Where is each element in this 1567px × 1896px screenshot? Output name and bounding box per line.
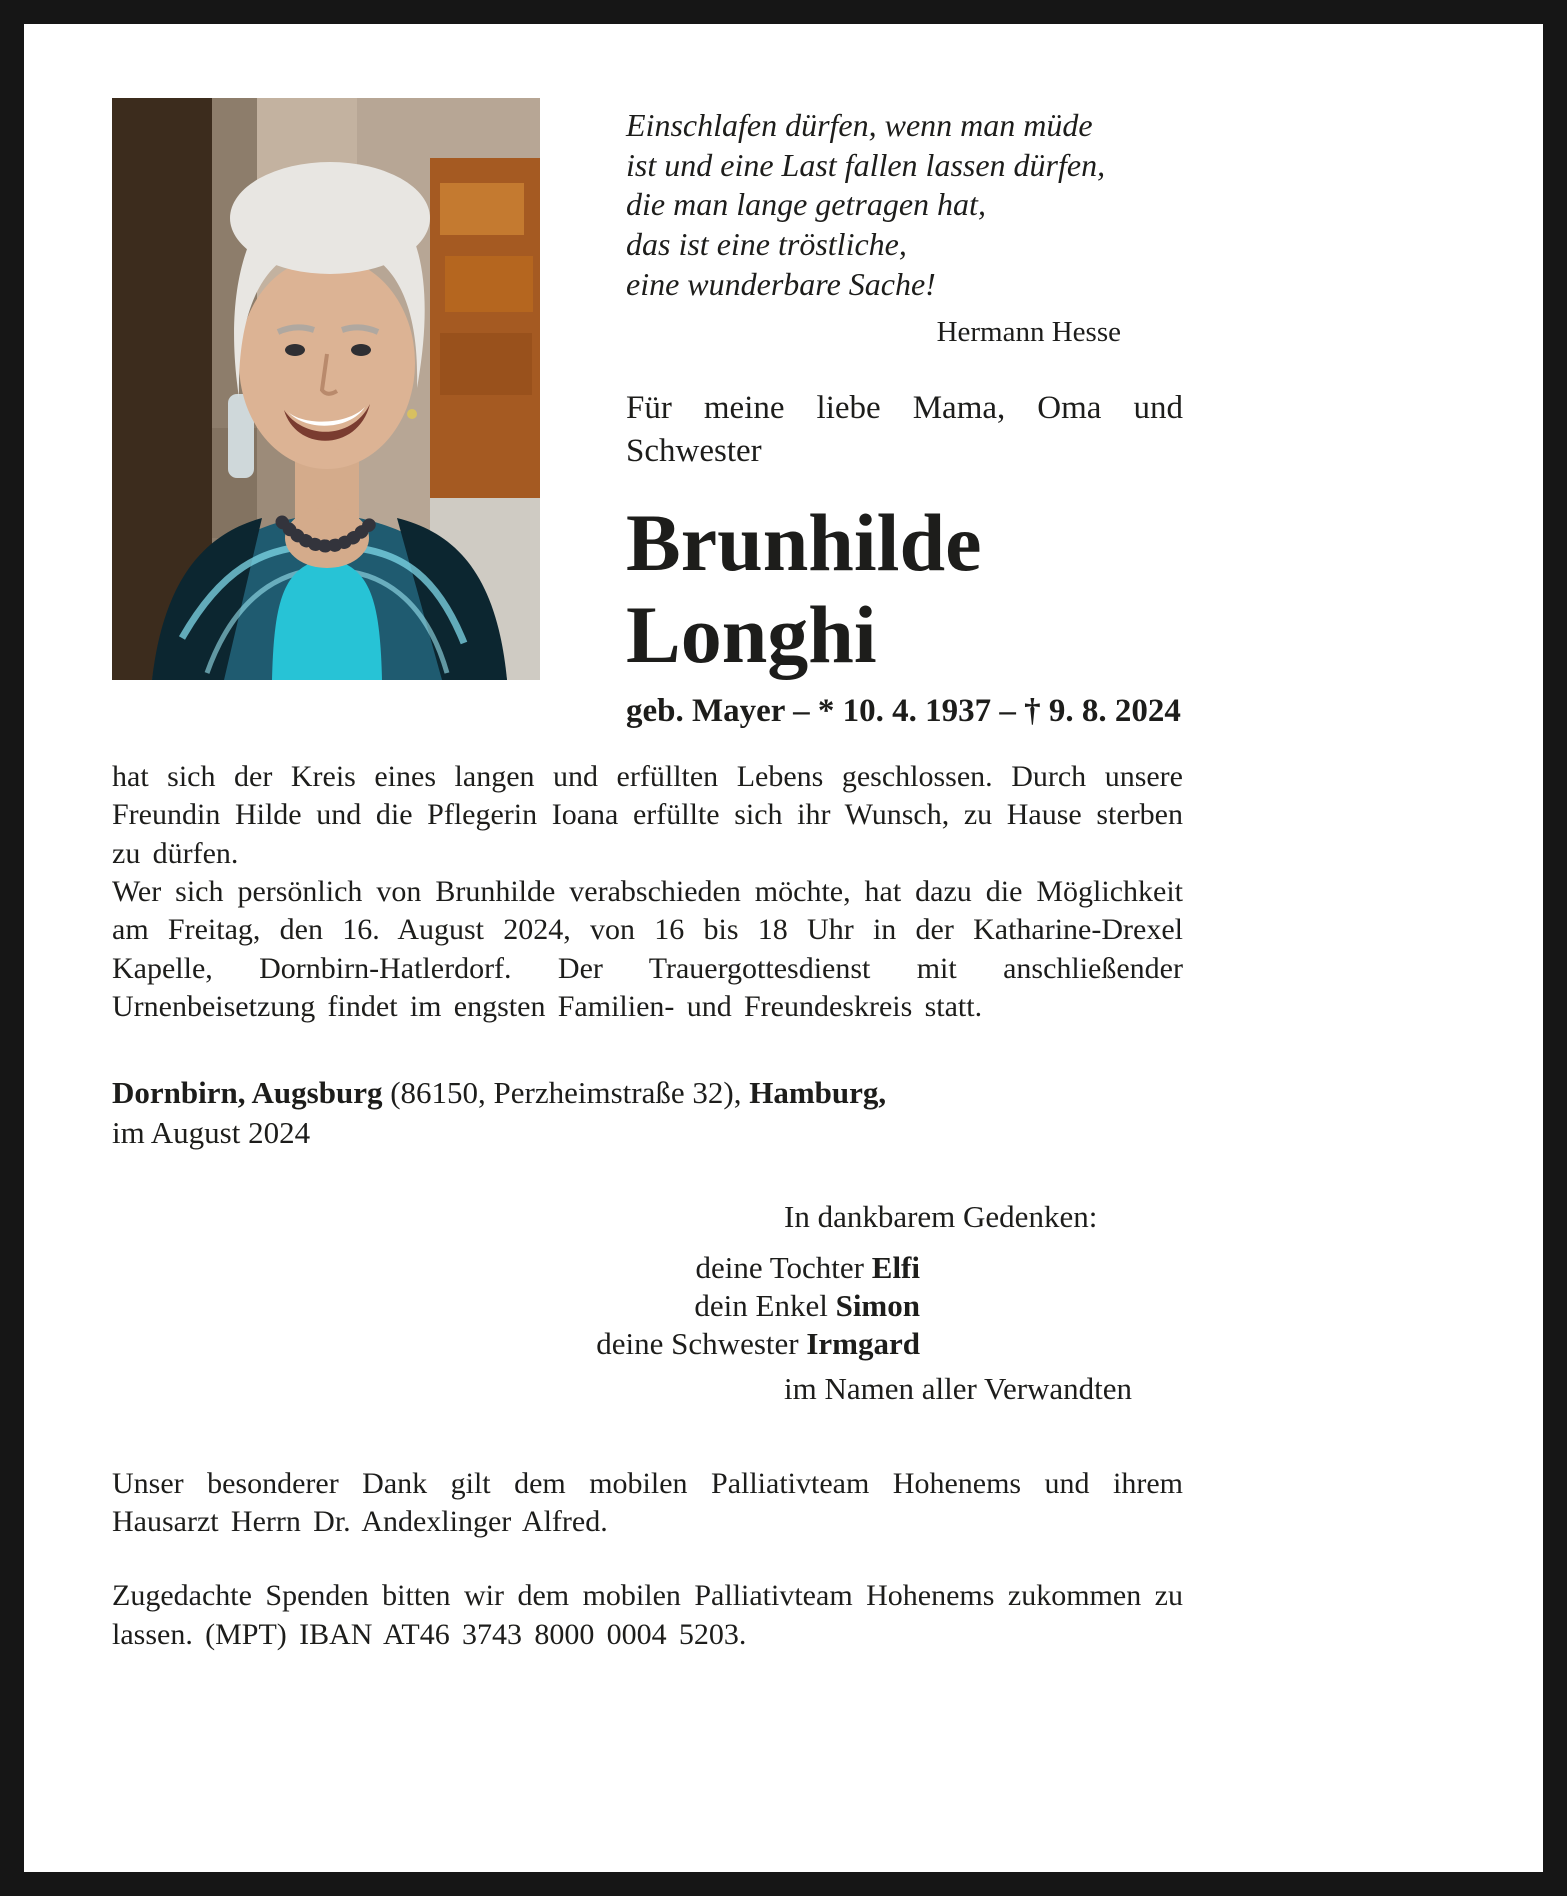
- header-text-column: [626, 98, 1183, 730]
- quote-line: das ist eine tröstliche,: [626, 226, 907, 263]
- location-address: (86150, Perzheimstraße 32),: [382, 1074, 750, 1110]
- quote-attribution: Hermann Hesse: [936, 316, 1121, 349]
- deceased-name: [626, 497, 1183, 681]
- portrait-photo-illustration: [112, 98, 540, 680]
- mourner-name: Irmgard: [806, 1325, 920, 1361]
- locations-line: [112, 1073, 1183, 1154]
- deceased-last-name: Longhi: [626, 588, 877, 680]
- dedication-line: Für meine liebe Mama, Oma und Schwester: [626, 390, 1183, 470]
- mourner-name: Simon: [835, 1287, 920, 1323]
- mourner-relation: dein Enkel: [694, 1287, 836, 1323]
- birth-death-line: geb. Mayer – * 10. 4. 1937 – † 9. 8. 2024: [626, 692, 1181, 729]
- obituary-paragraph-1: hat sich der Kreis eines langen und erfüllten Lebens geschlossen. Durch unsere Freundin Hilde und die Pflegerin Ioana erfüllte sich ihr Wunsch, zu Hause sterben zu dürfen.: [112, 759, 1183, 870]
- portrait-photo: [112, 98, 540, 680]
- memorial-quote: [626, 106, 1183, 304]
- mourner-grandson: [112, 1287, 920, 1325]
- mourner-relation: deine Tochter: [695, 1250, 872, 1286]
- location-bold-1: Dornbirn, Augsburg: [112, 1074, 383, 1110]
- deceased-first-name: Brunhilde: [626, 497, 982, 589]
- obituary-content: [24, 24, 1543, 1654]
- quote-line: Einschlafen dürfen, wenn man müde: [626, 107, 1093, 143]
- quote-line: ist und eine Last fallen lassen dürfen,: [626, 146, 1106, 183]
- mourner-relation: deine Schwester: [596, 1325, 807, 1361]
- location-date: im August 2024: [112, 1114, 311, 1150]
- location-bold-2: Hamburg,: [749, 1074, 887, 1110]
- mourner-daughter: [112, 1249, 920, 1287]
- quote-line: eine wunderbare Sache!: [626, 265, 936, 302]
- donations-paragraph: Zugedachte Spenden bitten wir dem mobilen Palliativteam Hohenems zukommen zu lassen. (MPT) IBAN AT46 3743 8000 0004 5203.: [112, 1579, 1183, 1651]
- mourners-footer: im Namen aller Verwandten: [784, 1370, 1133, 1406]
- mourner-sister: [112, 1325, 920, 1363]
- quote-line: die man lange getragen hat,: [626, 186, 986, 223]
- top-section: [112, 98, 1183, 730]
- mourners-list: [112, 1249, 920, 1362]
- thanks-paragraph: Unser besonderer Dank gilt dem mobilen Palliativteam Hohenems und ihrem Hausarzt Herrn Dr. Andexlinger Alfred.: [112, 1466, 1183, 1538]
- mourner-name: Elfi: [871, 1250, 920, 1286]
- obituary-paragraph-2: Wer sich persönlich von Brunhilde verabschieden möchte, hat dazu die Möglichkeit am Freitag, den 16. August 2024, von 16 bis 18 Uhr in der Katharine-Drexel Kapelle, Dornbirn-Hatlerdorf. Der Trauergottesdienst mit anschließender Urnenbeisetzung findet im engsten Familien- und Freundeskreis statt.: [112, 874, 1183, 1024]
- remembrance-heading: In dankbarem Gedenken:: [784, 1199, 1098, 1235]
